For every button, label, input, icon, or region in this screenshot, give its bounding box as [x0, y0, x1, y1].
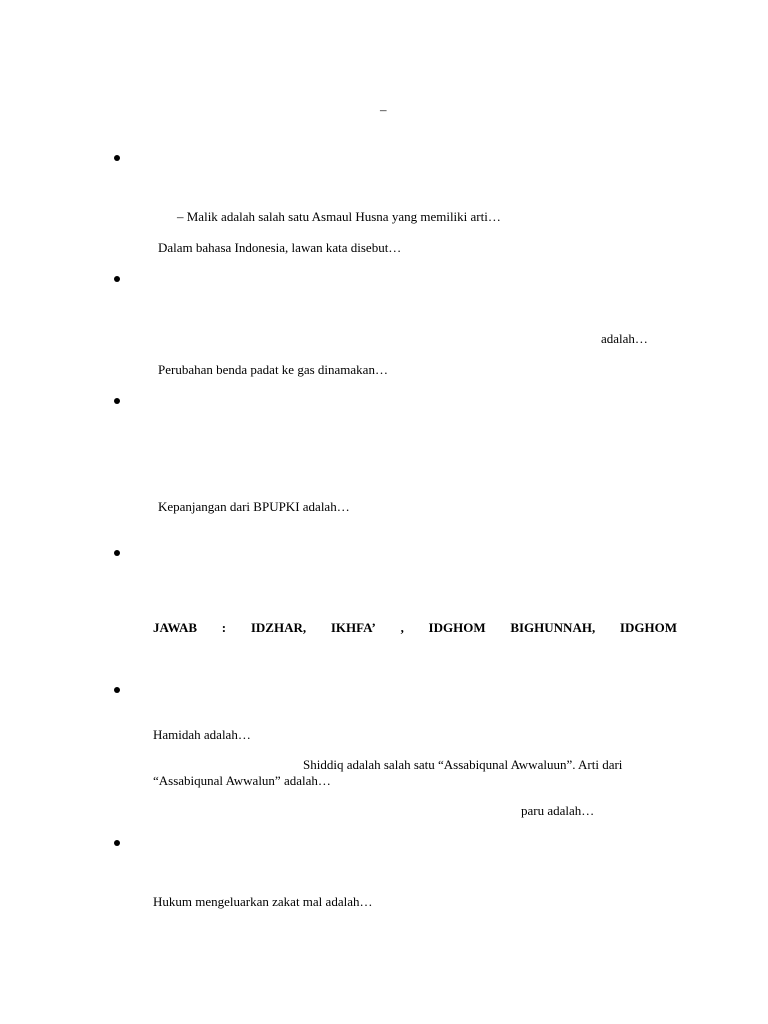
- jawab-word: BIGHUNNAH,: [510, 620, 596, 635]
- top-dash: –: [380, 102, 387, 117]
- question-bpupki: Kepanjangan dari BPUPKI adalah…: [158, 499, 350, 514]
- bullet-icon: [114, 550, 120, 556]
- question-hamidah: Hamidah adalah…: [153, 727, 251, 742]
- question-perubahan-benda: Perubahan benda padat ke gas dinamakan…: [158, 362, 388, 377]
- bullet-icon: [114, 840, 120, 846]
- question-shiddiq-line2: “Assabiqunal Awwalun” adalah…: [153, 773, 331, 788]
- bullet-icon: [114, 276, 120, 282]
- jawab-word: IDGHOM: [428, 620, 486, 635]
- question-adalah: adalah…: [601, 331, 648, 346]
- bullet-icon: [114, 687, 120, 693]
- jawab-answer-line: [153, 620, 677, 636]
- question-asmaul-husna: – Malik adalah salah satu Asmaul Husna yang memiliki arti…: [177, 209, 501, 224]
- bullet-icon: [114, 155, 120, 161]
- question-paru: paru adalah…: [521, 803, 595, 818]
- question-shiddiq-line1: Shiddiq adalah salah satu “Assabiqunal Awwaluun”. Arti dari: [303, 757, 623, 772]
- jawab-word: IKHFA’: [330, 620, 376, 635]
- question-lawan-kata: Dalam bahasa Indonesia, lawan kata disebut…: [158, 240, 402, 255]
- jawab-word: :: [221, 620, 227, 635]
- jawab-word: JAWAB: [153, 620, 198, 635]
- bullet-icon: [114, 398, 120, 404]
- jawab-word: IDGHOM: [619, 620, 677, 635]
- jawab-word: ,: [400, 620, 404, 635]
- question-zakat-mal: Hukum mengeluarkan zakat mal adalah…: [153, 894, 373, 909]
- jawab-word: IDZHAR,: [250, 620, 307, 635]
